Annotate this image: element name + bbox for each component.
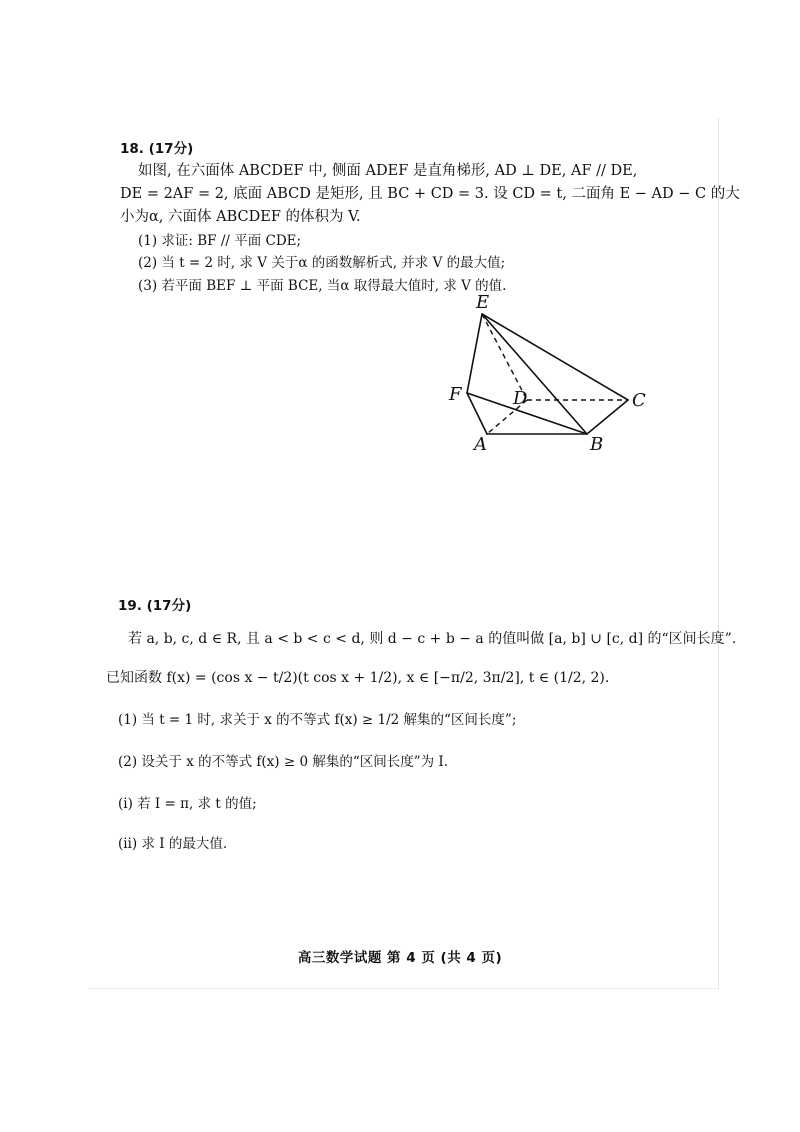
q19-part-2: (2) 设关于 x 的不等式 f(x) ≥ 0 解集的“区间长度”为 I. [118, 754, 449, 770]
q18-intro-line-2: DE = 2AF = 2, 底面 ABCD 是矩形, 且 BC + CD = 3. 设 CD = t, 二面角 E − AD − C 的大 [120, 186, 740, 202]
q18-intro-line-3: 小为α, 六面体 ABCDEF 的体积为 V. [120, 209, 361, 225]
q19-part-2-ii: (ⅱ) 求 I 的最大值. [118, 836, 228, 852]
q19-part-2-i: (ⅰ) 若 I = π, 求 t 的值; [118, 796, 257, 812]
q18-intro-line-1: 如图, 在六面体 ABCDEF 中, 侧面 ADEF 是直角梯形, AD ⊥ DE, AF // DE, [138, 163, 638, 179]
q19-header: 19. (17分) [118, 598, 192, 614]
page-footer: 高三数学试题 第 4 页 (共 4 页) [297, 950, 503, 966]
vertex-label-A: A [474, 434, 487, 455]
q18-part-2: (2) 当 t = 2 时, 求 V 关于α 的函数解析式, 并求 V 的最大值; [138, 255, 506, 271]
vertex-label-D: D [513, 388, 528, 409]
vertex-label-F: F [449, 384, 462, 405]
q18-header: 18. (17分) [120, 141, 194, 157]
edge-EF [467, 314, 482, 393]
q19-definition: 若 a, b, c, d ∈ R, 且 a < b < c < d, 则 d − c + b − a 的值叫做 [a, b] ∪ [c, d] 的“区间长度”. [128, 631, 737, 647]
q18-part-1: (1) 求证: BF // 平面 CDE; [138, 233, 302, 249]
vertex-label-E: E [476, 292, 490, 313]
hexahedron-figure [440, 290, 670, 460]
q19-part-1: (1) 当 t = 1 时, 求关于 x 的不等式 f(x) ≥ 1/2 解集的“区间长度”; [118, 712, 517, 728]
vertex-label-B: B [590, 434, 604, 455]
vertex-label-C: C [632, 390, 646, 411]
q18-part-3: (3) 若平面 BEF ⊥ 平面 BCE, 当α 取得最大值时, 求 V 的值. [138, 278, 507, 294]
edge-BC [587, 400, 628, 434]
q19-function: 已知函数 f(x) = (cos x − t/2)(t cos x + 1/2), x ∈ [−π/2, 3π/2], t ∈ (1/2, 2). [106, 670, 610, 686]
